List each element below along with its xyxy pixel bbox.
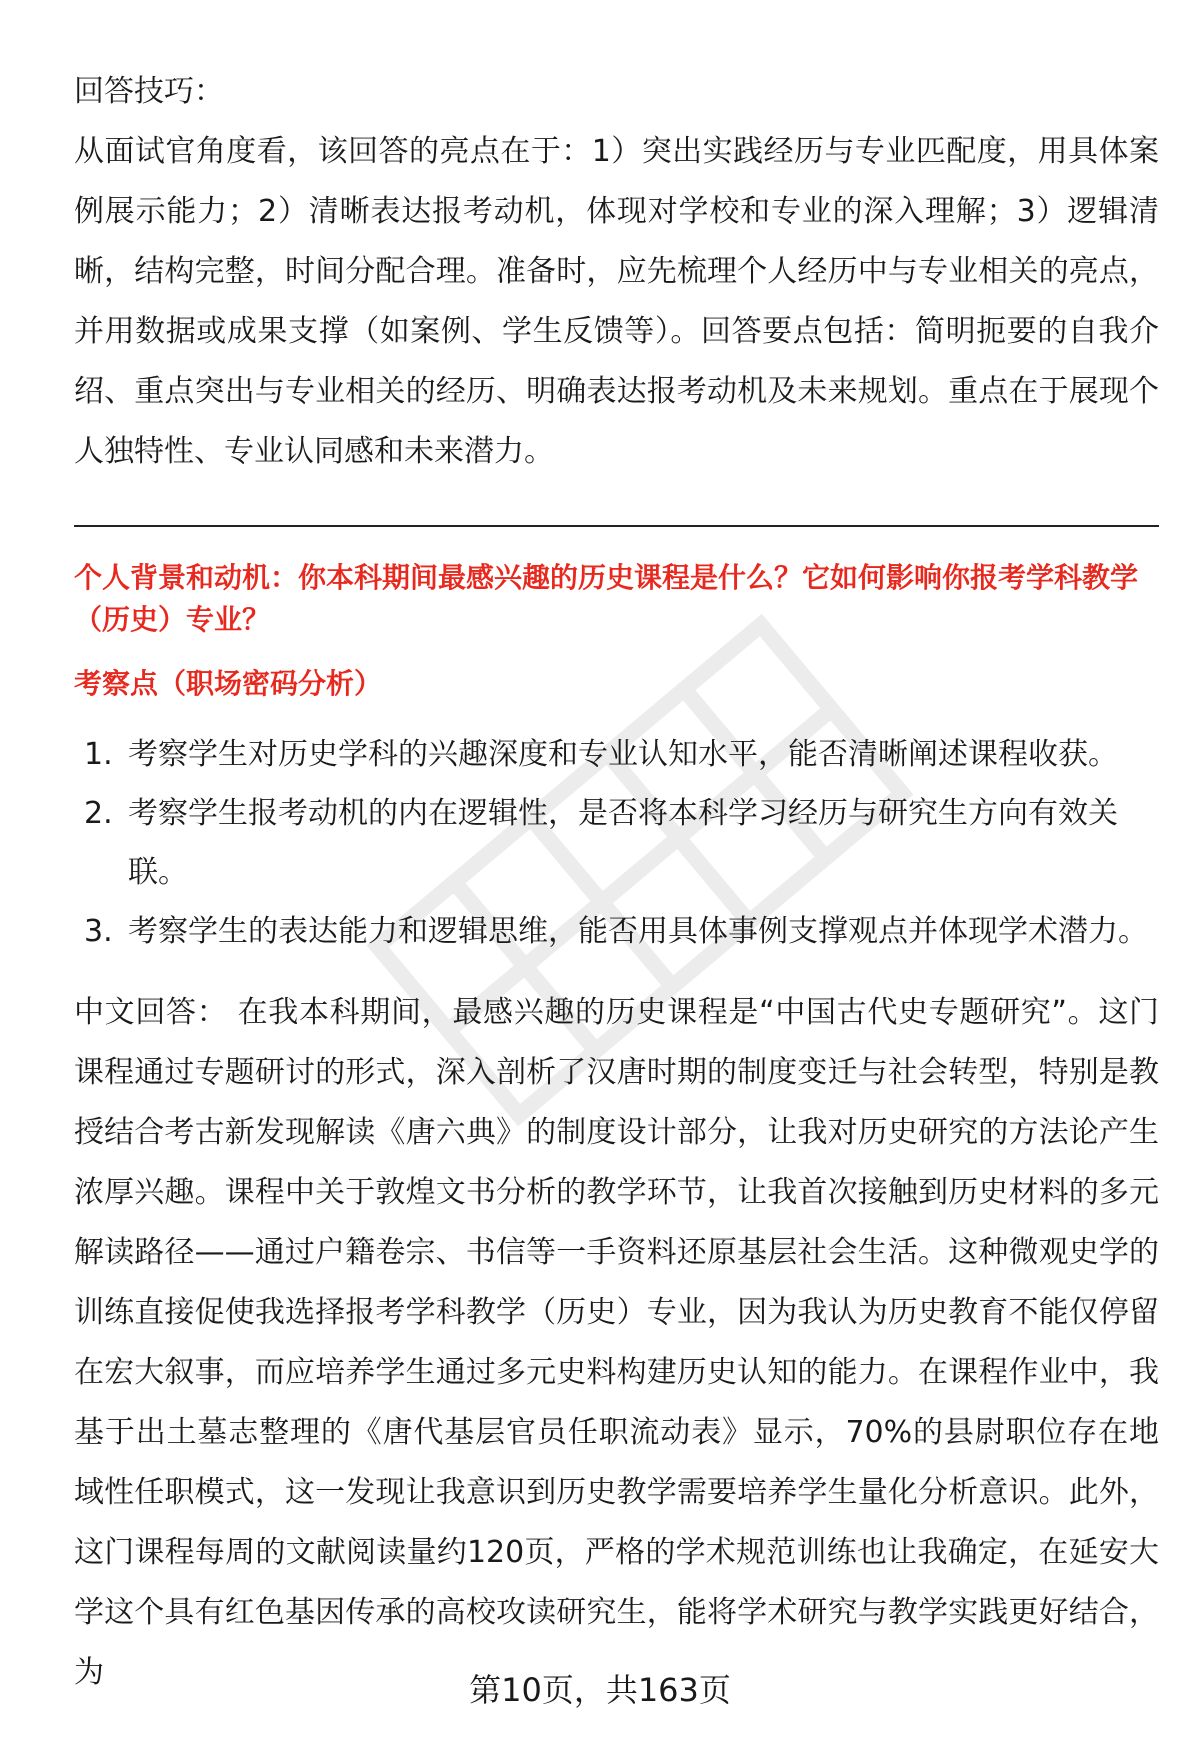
tips-text: 从面试官角度看，该回答的亮点在于：1）突出实践经历与专业匹配度，用具体案例展示能力；2）清晰表达报考动机，体现对学校和专业的深入理解；3）逻辑清晰，结构完整，时间分配合理。准备时，应先梳理个人经历中与专业相关的亮点，并用数据或成果支撑（如案例、学生反馈等）。回答要点包括：简明扼要的自我介绍、重点突出与专业相关的经历、明确表达报考动机及未来规划。重点在于展现个人独特性、专业认同感和未来潜力。 [74, 134, 1159, 469]
section-divider [74, 525, 1159, 527]
answer-text: 中文回答： 在我本科期间，最感兴趣的历史课程是“中国古代史专题研究”。这门课程通过专题研讨的形式，深入剖析了汉唐时期的制度变迁与社会转型，特别是教授结合考古新发现解读《唐六典》的制度设计部分，让我对历史研究的方法论产生浓厚兴趣。课程中关于敦煌文书分析的教学环节，让我首次接触到历史材料的多元解读路径——通过户籍卷宗、书信等一手资料还原基层社会生活。这种微观史学的训练直接促使我选择报考学科教学（历史）专业，因为我认为历史教育不能仅停留在宏大叙事，而应培养学生通过多元史料构建历史认知的能力。在课程作业中，我基于出土墓志整理的《唐代基层官员任职流动表》显示，70%的县尉职位存在地域性任职模式，这一发现让我意识到历史教学需要培养学生量化分析意识。此外，这门课程每周的文献阅读量约120页，严格的学术规范训练也让我确定，在延安大学这个具有红色基因传承的高校攻读研究生，能将学术研究与教学实践更好结合，为 [74, 995, 1159, 1690]
list-item [74, 902, 1159, 961]
page-number: 第10页，共163页 [469, 1671, 731, 1709]
list-item [74, 725, 1159, 784]
tips-label: 回答技巧： [74, 74, 224, 109]
list-item-text: 考察学生报考动机的内在逻辑性，是否将本科学习经历与研究生方向有效关联。 [128, 796, 1118, 890]
list-item-text: 考察学生的表达能力和逻辑思维，能否用具体事例支撑观点并体现学术潜力。 [128, 914, 1148, 949]
document-page [74, 62, 1159, 1703]
list-item-text: 考察学生对历史学科的兴趣深度和专业认知水平，能否清晰阐述课程收获。 [128, 737, 1118, 772]
list-item-number: 3. [84, 914, 113, 949]
analysis-points-list [74, 725, 1159, 961]
list-item-number: 2. [84, 796, 113, 831]
list-item [74, 784, 1159, 902]
analysis-heading: 考察点（职场密码分析） [74, 667, 383, 700]
question-heading: 个人背景和动机：你本科期间最感兴趣的历史课程是什么？它如何影响你报考学科教学（历史）专业？ [74, 561, 1139, 636]
list-item-number: 1. [84, 737, 113, 772]
